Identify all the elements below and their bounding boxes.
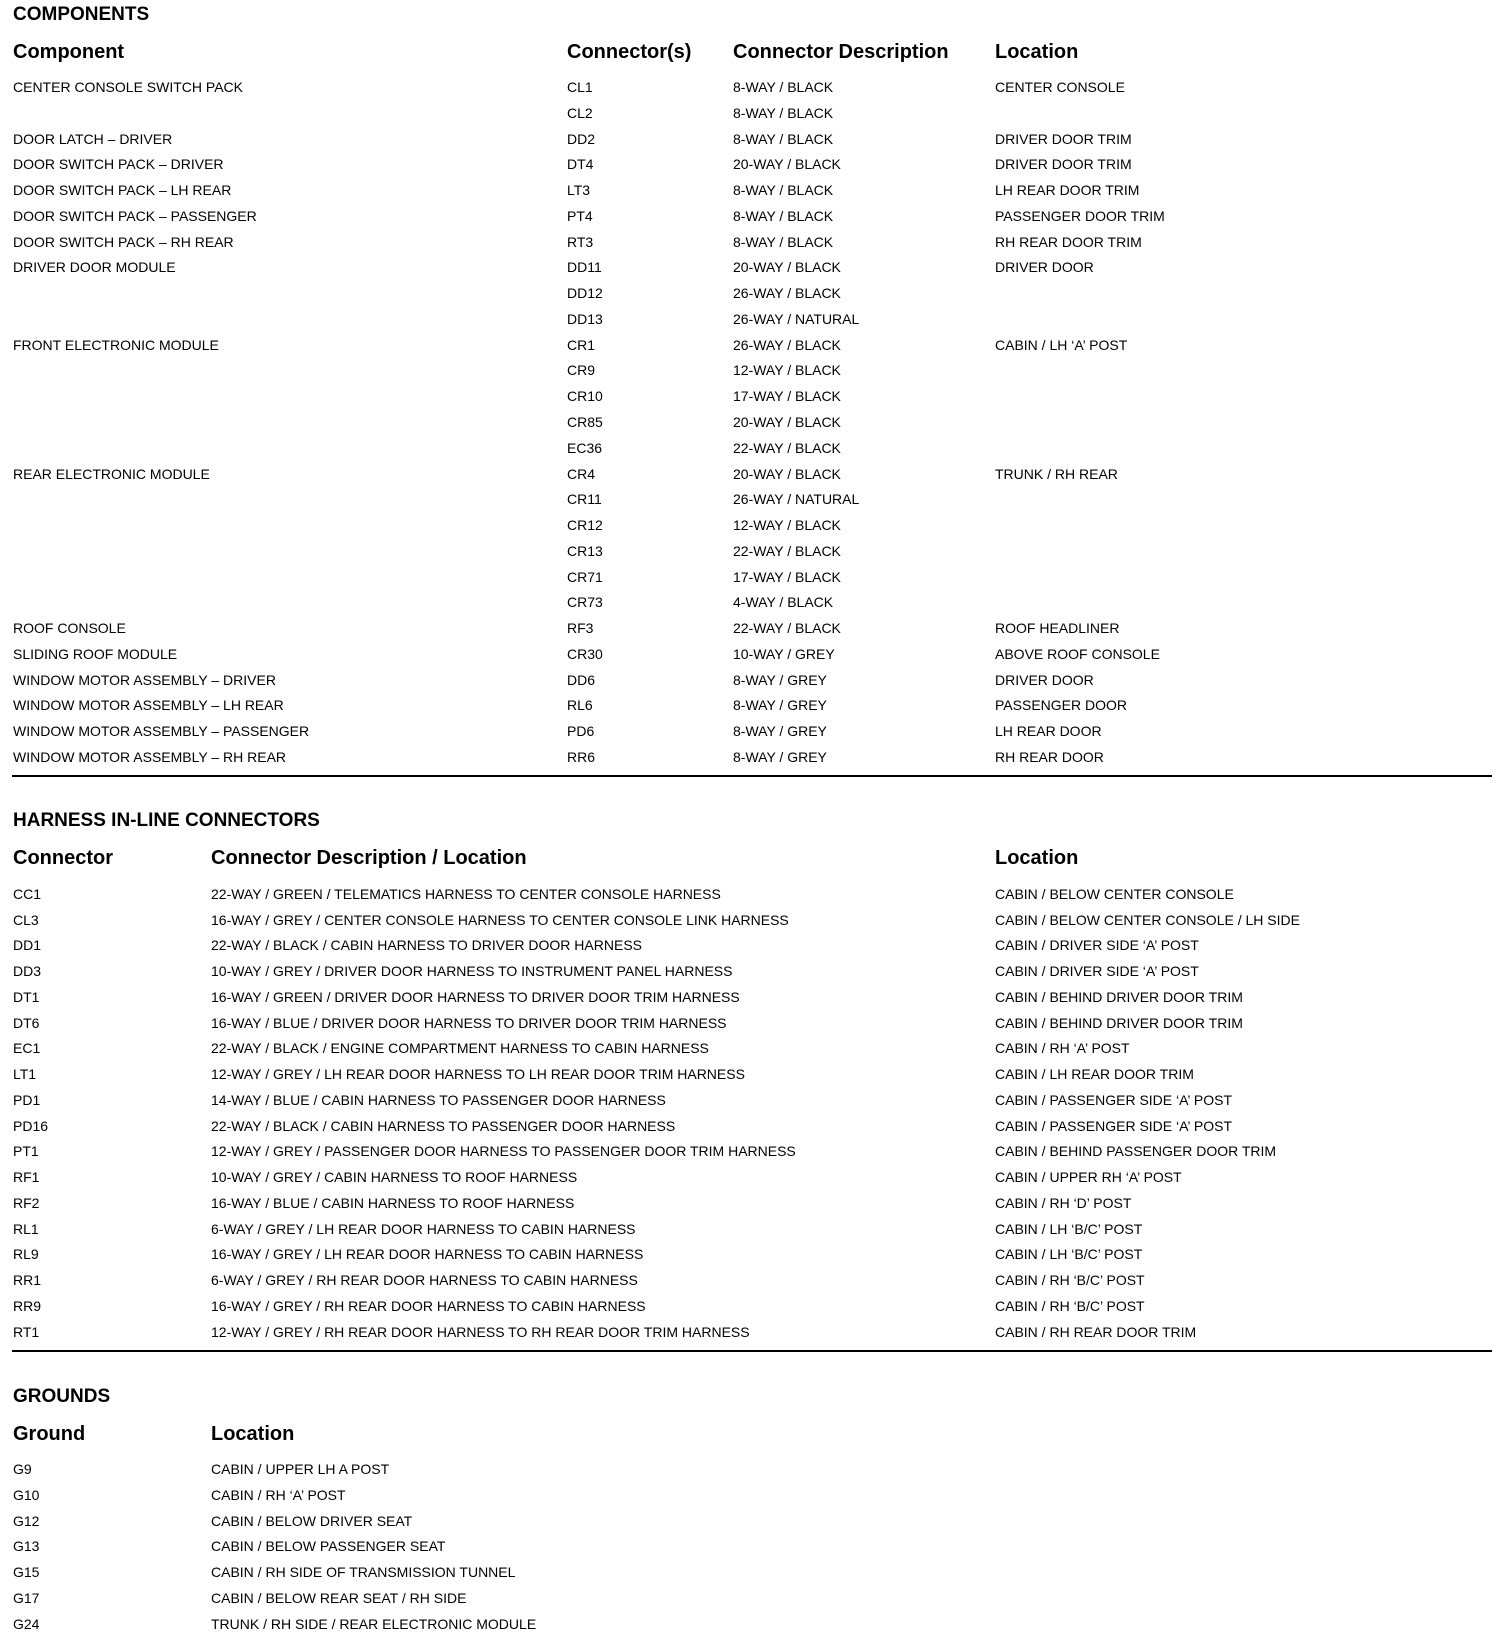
grounds-ground-cell: G17 [13,1590,40,1606]
harness-location-cell: CABIN / RH ‘B/C’ POST [995,1272,1145,1289]
grounds-header-location: Location [211,1423,295,1445]
harness-connector-cell: RT1 [13,1323,40,1340]
harness-location-cell: CABIN / LH ‘B/C’ POST [995,1246,1143,1263]
components-header-description: Connector Description [733,41,949,63]
components-component-cell: WINDOW MOTOR ASSEMBLY – LH REAR [13,697,284,714]
harness-location-cell: CABIN / BEHIND PASSENGER DOOR TRIM [995,1143,1277,1160]
grounds-section-title: GROUNDS [13,1386,111,1407]
harness-header-location: Location [995,847,1079,869]
components-connector-cell: CR9 [567,362,596,379]
harness-location-cell: CABIN / LH ‘B/C’ POST [995,1220,1143,1237]
components-location-cell: DRIVER DOOR TRIM [995,130,1132,147]
components-connector-cell: CR10 [567,388,603,405]
components-description-cell: 10-WAY / GREY [733,645,835,662]
components-connector-cell: RL6 [567,697,593,714]
harness-location-cell: CABIN / BEHIND DRIVER DOOR TRIM [995,1014,1243,1031]
components-description-cell: 8-WAY / GREY [733,671,827,688]
harness-section-title: HARNESS IN-LINE CONNECTORS [13,810,320,831]
harness-description-cell: 16-WAY / GREEN / DRIVER DOOR HARNESS TO DRIVER DOOR TRIM HARNESS [211,988,740,1005]
grounds-ground-cell: G12 [13,1512,40,1529]
components-description-cell: 17-WAY / BLACK [733,388,841,405]
components-location-cell: LH REAR DOOR [995,723,1102,740]
components-component-cell: DOOR SWITCH PACK – LH REAR [13,182,232,199]
harness-connector-cell: RF2 [13,1194,40,1211]
components-location-cell: DRIVER DOOR [995,671,1094,688]
components-component-cell: DOOR SWITCH PACK – RH REAR [13,233,234,250]
components-location-cell: RH REAR DOOR [995,749,1104,766]
components-connector-cell: CL2 [567,104,593,121]
components-description-cell: 22-WAY / BLACK [733,439,841,456]
components-component-cell: ROOF CONSOLE [13,620,126,637]
components-description-cell: 20-WAY / BLACK [733,465,841,482]
grounds-location-cell: CABIN / BELOW PASSENGER SEAT [211,1538,446,1555]
components-description-cell: 8-WAY / BLACK [733,233,834,250]
harness-location-cell: CABIN / BEHIND DRIVER DOOR TRIM [995,988,1243,1005]
components-description-cell: 20-WAY / BLACK [733,414,841,430]
harness-location-cell: CABIN / RH ‘B/C’ POST [995,1297,1145,1314]
harness-location-cell: CABIN / DRIVER SIDE ‘A’ POST [995,963,1199,980]
components-description-cell: 26-WAY / BLACK [733,285,841,302]
harness-connector-cell: EC1 [13,1040,41,1057]
components-description-cell: 8-WAY / GREY [733,697,827,714]
harness-description-cell: 16-WAY / BLUE / DRIVER DOOR HARNESS TO DRIVER DOOR TRIM HARNESS [211,1014,727,1031]
grounds-location-cell: CABIN / UPPER LH A POST [211,1461,390,1477]
grounds-location-cell: CABIN / BELOW REAR SEAT / RH SIDE [211,1590,467,1606]
harness-description-cell: 6-WAY / GREY / LH REAR DOOR HARNESS TO CABIN HARNESS [211,1220,636,1237]
components-connector-cell: CR85 [567,414,603,430]
grounds-location-cell: CABIN / RH SIDE OF TRANSMISSION TUNNEL [211,1564,516,1581]
components-description-cell: 20-WAY / BLACK [733,156,841,173]
components-connector-cell: RF3 [567,620,594,637]
components-location-cell: DRIVER DOOR [995,259,1094,276]
components-component-cell: WINDOW MOTOR ASSEMBLY – PASSENGER [13,723,310,740]
components-description-cell: 8-WAY / BLACK [733,207,834,224]
components-connector-cell: DD11 [567,259,602,276]
components-connector-cell: CR71 [567,568,603,585]
components-component-cell: REAR ELECTRONIC MODULE [13,465,210,482]
components-connector-cell: DD6 [567,671,596,688]
components-connector-cell: RR6 [567,749,596,766]
harness-location-cell: CABIN / RH ‘A’ POST [995,1040,1130,1057]
harness-location-cell: CABIN / RH REAR DOOR TRIM [995,1323,1197,1340]
harness-description-cell: 22-WAY / GREEN / TELEMATICS HARNESS TO CENTER CONSOLE HARNESS [211,886,721,902]
components-connector-cell: CR4 [567,465,596,482]
components-section-title: COMPONENTS [13,4,150,25]
components-connector-cell: CR30 [567,645,603,662]
harness-description-cell: 14-WAY / BLUE / CABIN HARNESS TO PASSENGER DOOR HARNESS [211,1091,666,1108]
harness-connector-cell: RR9 [13,1297,42,1314]
components-location-cell: RH REAR DOOR TRIM [995,233,1142,250]
components-description-cell: 8-WAY / BLACK [733,130,834,147]
section-divider [12,775,1492,777]
grounds-location-cell: CABIN / BELOW DRIVER SEAT [211,1512,413,1529]
harness-description-cell: 10-WAY / GREY / DRIVER DOOR HARNESS TO INSTRUMENT PANEL HARNESS [211,963,733,980]
components-component-cell: DOOR SWITCH PACK – DRIVER [13,156,224,173]
harness-description-cell: 12-WAY / GREY / RH REAR DOOR HARNESS TO RH REAR DOOR TRIM HARNESS [211,1323,750,1340]
components-description-cell: 17-WAY / BLACK [733,568,841,585]
components-description-cell: 26-WAY / NATURAL [733,491,860,508]
components-component-cell: CENTER CONSOLE SWITCH PACK [13,79,243,95]
harness-description-cell: 12-WAY / GREY / LH REAR DOOR HARNESS TO LH REAR DOOR TRIM HARNESS [211,1066,745,1083]
components-header-component: Component [13,41,125,63]
components-connector-cell: LT3 [567,182,591,199]
harness-header-connector: Connector [13,847,113,869]
harness-connector-cell: RF1 [13,1169,40,1186]
harness-header-description: Connector Description / Location [211,847,527,869]
harness-description-cell: 16-WAY / GREY / RH REAR DOOR HARNESS TO CABIN HARNESS [211,1297,646,1314]
components-connector-cell: CR12 [567,517,603,534]
components-description-cell: 8-WAY / BLACK [733,104,834,121]
components-location-cell: TRUNK / RH REAR [995,465,1118,482]
harness-connector-cell: CC1 [13,886,42,902]
harness-location-cell: CABIN / RH ‘D’ POST [995,1194,1132,1211]
harness-location-cell: CABIN / BELOW CENTER CONSOLE / LH SIDE [995,911,1300,928]
harness-connector-cell: DD1 [13,937,42,954]
components-header-location: Location [995,41,1079,63]
components-connector-cell: CR1 [567,336,596,353]
components-description-cell: 8-WAY / BLACK [733,79,834,95]
components-connector-cell: DD13 [567,310,603,327]
harness-connector-cell: PD1 [13,1091,41,1108]
components-description-cell: 26-WAY / NATURAL [733,310,860,327]
harness-description-cell: 16-WAY / BLUE / CABIN HARNESS TO ROOF HARNESS [211,1194,575,1211]
components-component-cell: DOOR LATCH – DRIVER [13,130,173,147]
components-location-cell: DRIVER DOOR TRIM [995,156,1132,173]
harness-connector-cell: RR1 [13,1272,42,1289]
harness-description-cell: 10-WAY / GREY / CABIN HARNESS TO ROOF HARNESS [211,1169,578,1186]
harness-description-cell: 6-WAY / GREY / RH REAR DOOR HARNESS TO CABIN HARNESS [211,1272,638,1289]
components-connector-cell: CR13 [567,542,603,559]
components-location-cell: LH REAR DOOR TRIM [995,182,1140,199]
components-location-cell: PASSENGER DOOR TRIM [995,207,1165,224]
grounds-ground-cell: G9 [13,1461,32,1477]
components-location-cell: CABIN / LH ‘A’ POST [995,336,1128,353]
components-description-cell: 12-WAY / BLACK [733,362,841,379]
components-component-cell: WINDOW MOTOR ASSEMBLY – DRIVER [13,671,276,688]
components-component-cell: FRONT ELECTRONIC MODULE [13,336,219,353]
components-connector-cell: CR73 [567,594,603,611]
components-connector-cell: CR11 [567,491,602,508]
components-description-cell: 4-WAY / BLACK [733,594,834,611]
components-component-cell: WINDOW MOTOR ASSEMBLY – RH REAR [13,749,287,766]
harness-location-cell: CABIN / UPPER RH ‘A’ POST [995,1169,1182,1186]
harness-description-cell: 22-WAY / BLACK / CABIN HARNESS TO PASSENGER DOOR HARNESS [211,1117,676,1134]
grounds-ground-cell: G13 [13,1538,40,1555]
components-location-cell: PASSENGER DOOR [995,697,1127,714]
components-description-cell: 8-WAY / GREY [733,723,827,740]
harness-description-cell: 16-WAY / GREY / LH REAR DOOR HARNESS TO CABIN HARNESS [211,1246,644,1263]
harness-connector-cell: PD16 [13,1117,49,1134]
components-description-cell: 22-WAY / BLACK [733,620,841,637]
components-connector-cell: DD12 [567,285,603,302]
components-connector-cell: DD2 [567,130,596,147]
harness-location-cell: CABIN / DRIVER SIDE ‘A’ POST [995,937,1199,954]
grounds-ground-cell: G10 [13,1486,40,1503]
harness-location-cell: CABIN / PASSENGER SIDE ‘A’ POST [995,1117,1233,1134]
components-connector-cell: EC36 [567,439,603,456]
harness-location-cell: CABIN / LH REAR DOOR TRIM [995,1066,1194,1083]
harness-connector-cell: LT1 [13,1066,37,1083]
components-connector-cell: DT4 [567,156,594,173]
grounds-location-cell: TRUNK / RH SIDE / REAR ELECTRONIC MODULE [211,1615,537,1632]
components-description-cell: 20-WAY / BLACK [733,259,841,276]
components-component-cell: SLIDING ROOF MODULE [13,645,178,662]
components-description-cell: 8-WAY / GREY [733,749,827,766]
components-location-cell: CENTER CONSOLE [995,79,1125,95]
components-component-cell: DRIVER DOOR MODULE [13,259,176,276]
grounds-ground-cell: G15 [13,1564,40,1581]
components-description-cell: 8-WAY / BLACK [733,182,834,199]
harness-connector-cell: CL3 [13,911,39,928]
components-location-cell: ROOF HEADLINER [995,620,1120,637]
components-connector-cell: PD6 [567,723,595,740]
components-header-connectors: Connector(s) [567,41,692,63]
harness-description-cell: 22-WAY / BLACK / CABIN HARNESS TO DRIVER DOOR HARNESS [211,937,642,954]
harness-location-cell: CABIN / BELOW CENTER CONSOLE [995,886,1234,902]
components-connector-cell: PT4 [567,207,593,224]
harness-description-cell: 12-WAY / GREY / PASSENGER DOOR HARNESS TO PASSENGER DOOR TRIM HARNESS [211,1143,796,1160]
harness-connector-cell: DT1 [13,988,40,1005]
grounds-location-cell: CABIN / RH ‘A’ POST [211,1486,346,1503]
harness-connector-cell: RL1 [13,1220,39,1237]
components-location-cell: ABOVE ROOF CONSOLE [995,645,1160,662]
components-connector-cell: RT3 [567,233,594,250]
harness-connector-cell: RL9 [13,1246,39,1263]
harness-connector-cell: DD3 [13,963,42,980]
components-description-cell: 12-WAY / BLACK [733,517,841,534]
components-connector-cell: CL1 [567,79,593,95]
section-divider [12,1350,1492,1352]
harness-connector-cell: DT6 [13,1014,40,1031]
harness-connector-cell: PT1 [13,1143,39,1160]
components-description-cell: 26-WAY / BLACK [733,336,841,353]
harness-description-cell: 22-WAY / BLACK / ENGINE COMPARTMENT HARNESS TO CABIN HARNESS [211,1040,709,1057]
harness-description-cell: 16-WAY / GREY / CENTER CONSOLE HARNESS TO CENTER CONSOLE LINK HARNESS [211,911,789,928]
harness-location-cell: CABIN / PASSENGER SIDE ‘A’ POST [995,1091,1233,1108]
grounds-ground-cell: G24 [13,1615,40,1632]
components-component-cell: DOOR SWITCH PACK – PASSENGER [13,207,257,224]
components-description-cell: 22-WAY / BLACK [733,542,841,559]
grounds-header-ground: Ground [13,1423,86,1445]
